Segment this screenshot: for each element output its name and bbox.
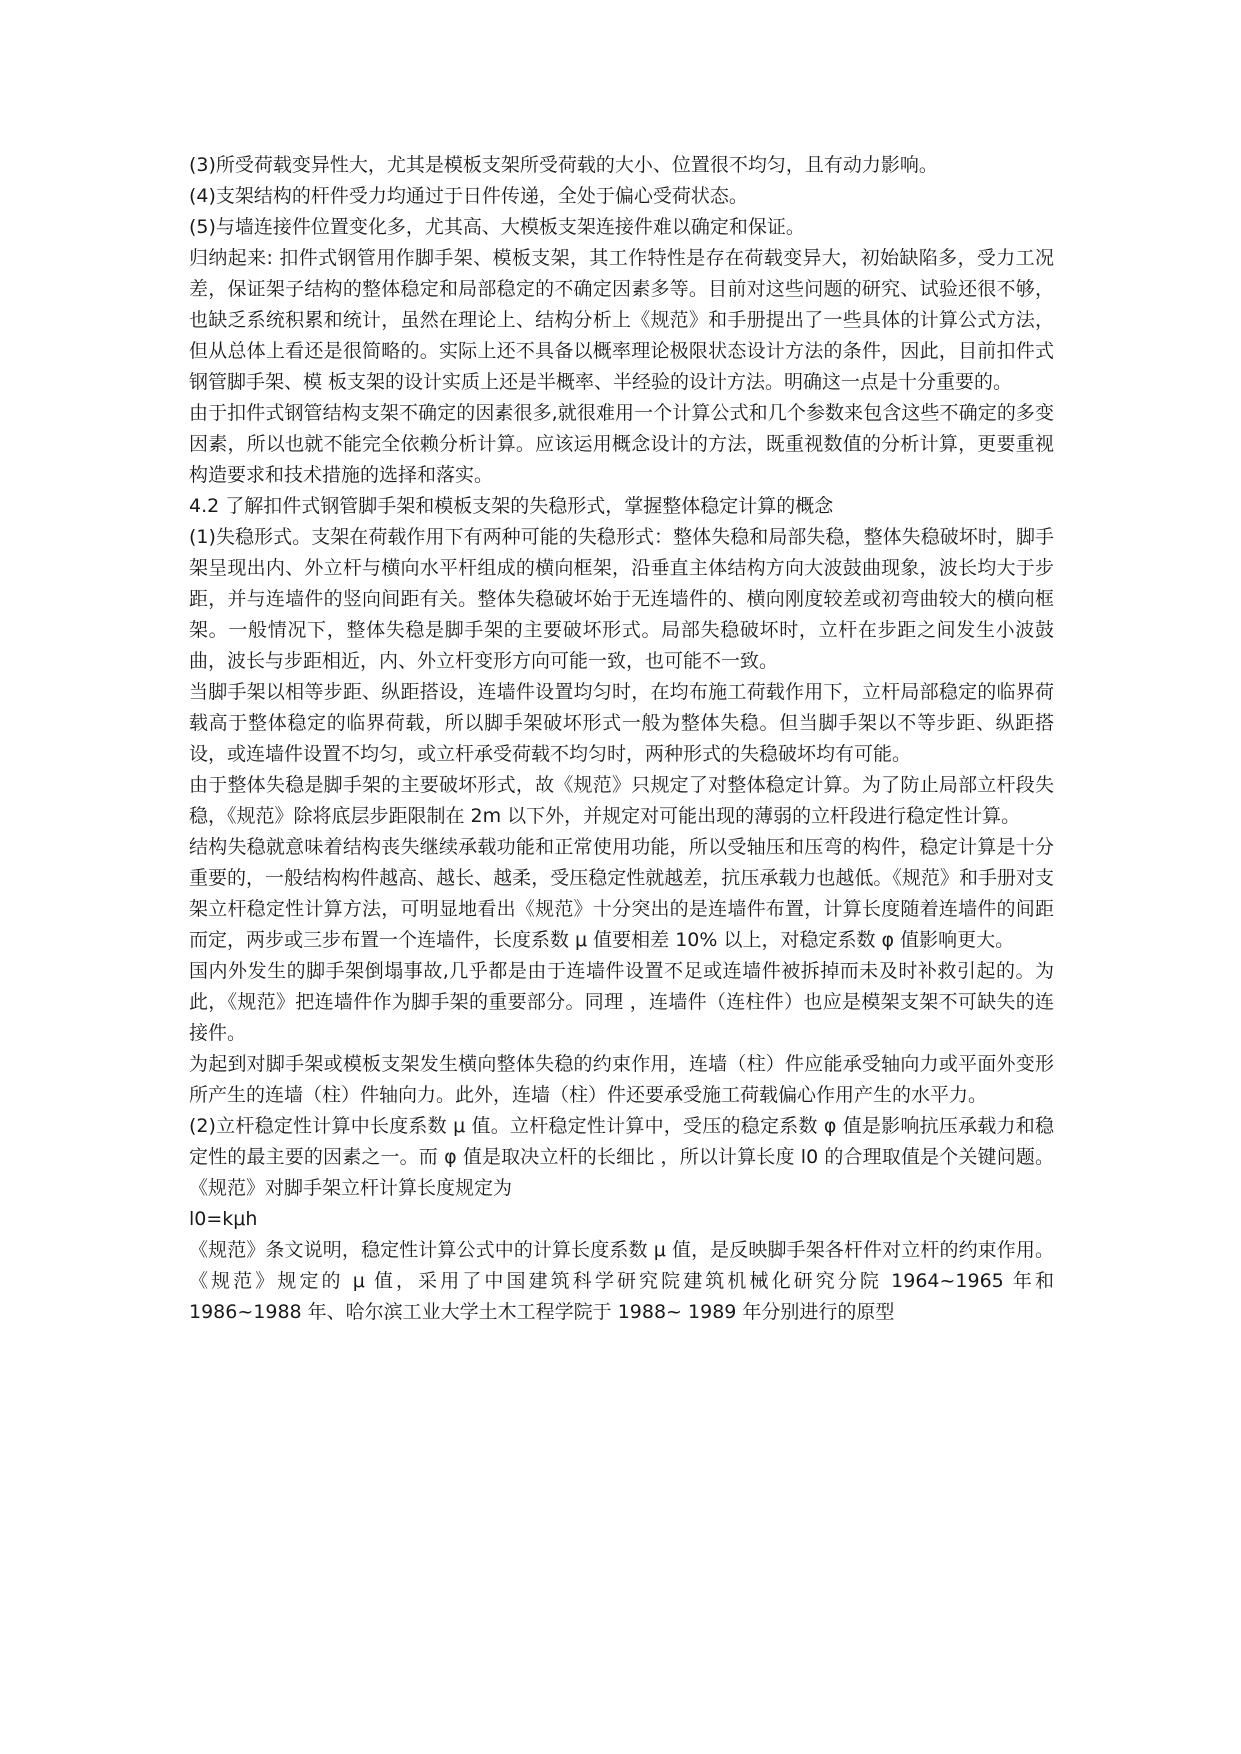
paragraph-eccentric-load: (4)支架结构的杆件受力均通过于日件传递，全处于偏心受荷状态。	[189, 185, 748, 207]
paragraph-structural-instability: 结构失稳就意味着结构丧失继续承载功能和正常使用功能，所以受轴压和压弯的构件，稳定计算是十分重要的，一般结构构件越高、越长、越柔，受压稳定性就越差，抗压承载力也越低。《规范》和手册对支架立杆稳定性计算方法，可明显地看出《规范》十分突出的是连墙件布置，计算长度随着连墙件的间距而定，两步或三步布置一个连墙件，长度系数 μ 值要相差 10% 以上，对稳定系数 φ 值影响更大。	[189, 836, 1054, 951]
paragraph-code-explanation: 《规范》条文说明，稳定性计算公式中的计算长度系数 μ 值，是反映脚手架各杆件对立杆的约束作用。《规范》规定的 μ 值，采用了中国建筑科学研究院建筑机械化研究分院 1964~1965 年和 1986~1988 年、哈尔滨工业大学土木工程学院于 1988~ 1989 年分别进行的原型	[189, 1239, 1054, 1323]
paragraph-concept-design: 由于扣件式钢管结构支架不确定的因素很多,就很难用一个计算公式和几个参数来包含这些不确定的多变因素，所以也就不能完全依赖分析计算。应该运用概念设计的方法，既重视数值的分析计算，更要重视构造要求和技术措施的选择和落实。	[189, 402, 1054, 486]
paragraph-instability-forms: (1)失稳形式。支架在荷载作用下有两种可能的失稳形式：整体失稳和局部失稳，整体失稳破坏时，脚手架呈现出内、外立杆与横向水平杆组成的横向框架，沿垂直主体结构方向大波鼓曲现象，波长均大于步距，并与连墙件的竖向间距有关。整体失稳破坏始于无连墙件的、横向刚度较差或初弯曲较大的横向框架。一般情况下，整体失稳是脚手架的主要破坏形式。局部失稳破坏时，立杆在步距之间发生小波鼓曲，波长与步距相近，内、外立杆变形方向可能一致，也可能不一致。	[189, 526, 1054, 672]
paragraph-wall-tie-function: 为起到对脚手架或模板支架发生横向整体失稳的约束作用，连墙（柱）件应能承受轴向力或平面外变形所产生的连墙（柱）件轴向力。此外，连墙（柱）件还要承受施工荷载偏心作用产生的水平力。	[189, 1053, 1054, 1106]
formula-effective-length: l0=kμh	[189, 1208, 258, 1230]
section-heading-4-2: 4.2 了解扣件式钢管脚手架和模板支架的失稳形式，掌握整体稳定计算的概念	[189, 495, 834, 517]
paragraph-overall-stability: 由于整体失稳是脚手架的主要破坏形式，故《规范》只规定了对整体稳定计算。为了防止局部立杆段失稳，《规范》除将底层步距限制在 2m 以下外，并规定对可能出现的薄弱的立杆段进行稳定性计算。	[189, 774, 1054, 827]
paragraph-collapse-accidents: 国内外发生的脚手架倒塌事故,几乎都是由于连墙件设置不足或连墙件被拆掉而未及时补救引起的。为此，《规范》把连墙件作为脚手架的重要部分。同理 ，连墙件（连柱件）也应是模架支架不可缺失的连接件。	[189, 960, 1054, 1044]
paragraph-wall-connector: (5)与墙连接件位置变化多，尤其高、大模板支架连接件难以确定和保证。	[189, 216, 805, 238]
body-text	[189, 150, 1054, 1328]
paragraph-length-coefficient: (2)立杆稳定性计算中长度系数 μ 值。立杆稳定性计算中，受压的稳定系数 φ 值是影响抗压承载力和稳定性的最主要的因素之一。而 φ 值是取决立杆的长细比 ，所以计算长度 l0 的合理取值是个关键问题。《规范》对脚手架立杆计算长度规定为	[189, 1115, 1054, 1199]
paragraph-summary: 归纳起来: 扣件式钢管用作脚手架、模板支架，其工作特性是存在荷载变异大，初始缺陷多，受力工况差，保证架子结构的整体稳定和局部稳定的不确定因素多等。目前对这些问题的研究、试验还很不够，也缺乏系统积累和统计，虽然在理论上、结构分析上《规范》和手册提出了一些具体的计算公式方法，但从总体上看还是很简略的。实际上还不具备以概率理论极限状态设计方法的条件，因此，目前扣件式钢管脚手架、模 板支架的设计实质上还是半概率、半经验的设计方法。明确这一点是十分重要的。	[189, 247, 1054, 393]
paragraph-equal-spacing: 当脚手架以相等步距、纵距搭设，连墙件设置均匀时，在均布施工荷载作用下，立杆局部稳定的临界荷载高于整体稳定的临界荷载，所以脚手架破坏形式一般为整体失稳。但当脚手架以不等步距、纵距搭设，或连墙件设置不均匀，或立杆承受荷载不均匀时，两种形式的失稳破坏均有可能。	[189, 681, 1054, 765]
paragraph-load-variability: (3)所受荷载变异性大，尤其是模板支架所受荷载的大小、位置很不均匀，且有动力影响。	[189, 154, 938, 176]
